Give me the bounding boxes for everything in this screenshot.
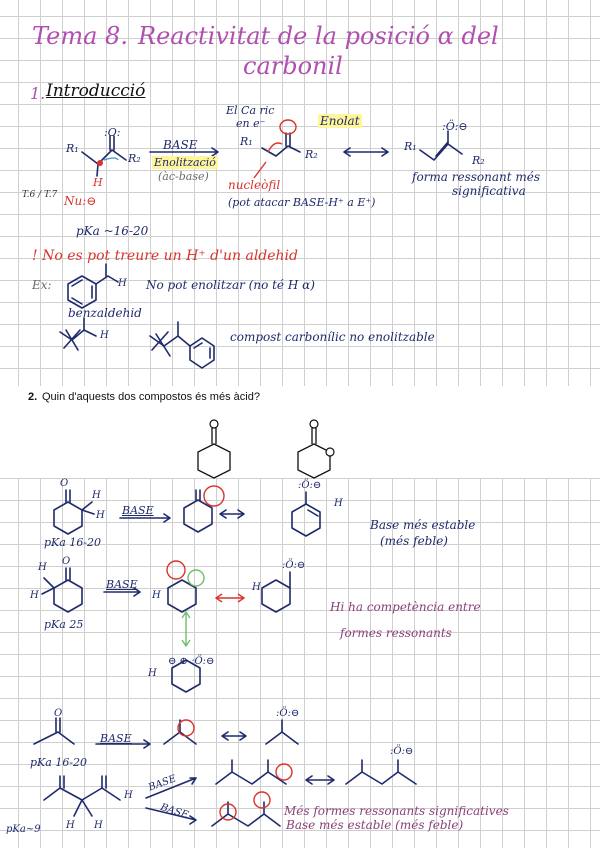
nucleofil-label: nucleòfil: [228, 178, 281, 192]
row2-formes: formes ressonants: [340, 626, 452, 640]
row2-enol-h: H: [252, 582, 261, 593]
nu-label: Nu:⊖: [64, 194, 97, 208]
question-text: Quin d'aquests dos compostos és més àcid?: [42, 391, 260, 403]
title-prefix: Tema 8.: [32, 22, 128, 50]
ex-label: Ex:: [32, 278, 52, 292]
row1-mes-feble: (més feble): [380, 534, 448, 548]
row4-pka: pKa~9: [6, 824, 41, 835]
row2-enol-oxygen: :Ö:⊖: [282, 560, 306, 571]
row4-skeleton: [44, 788, 120, 800]
row1-base-estable: Base més estable: [370, 518, 476, 532]
row4-product3: [212, 814, 280, 826]
tbutyl-h: H: [100, 330, 109, 341]
row1-base: BASE: [122, 504, 154, 517]
row4-product1-o: [232, 760, 268, 772]
section1-number: 1.: [30, 84, 46, 103]
row4-resonance: [306, 776, 334, 784]
note-ca-ric: El Ca ric: [226, 104, 275, 117]
r2-mid: R₂: [305, 148, 318, 161]
r1-right: R₁: [404, 140, 417, 153]
row2-competencia: Hi ha competència entre: [330, 600, 481, 614]
title-line2: carbonil: [243, 52, 343, 80]
significativa: significativa: [452, 184, 526, 198]
forma-ressonant: forma ressonant més: [412, 170, 541, 184]
row1-enol-h: H: [334, 498, 343, 509]
row1-o: O: [60, 478, 69, 489]
o-left: :O:: [104, 126, 121, 139]
r2-left: R₂: [128, 152, 141, 165]
question-number: 2.: [28, 391, 38, 403]
row1-h2: H: [96, 510, 105, 521]
row3-o: O: [54, 708, 63, 719]
benzaldehyde-h: H: [118, 278, 127, 289]
title-line1: Reactivitat de la posició α del: [138, 22, 499, 50]
row2-h-left: H: [152, 590, 161, 601]
row4-product2-o: [362, 760, 398, 772]
t-labels: T.6 / T.7: [22, 190, 58, 200]
row1-enol-oxygen: :Ö:⊖: [298, 480, 322, 491]
compost-label: compost carbonílic no enolitzable: [230, 330, 435, 344]
row4-base-estable: Base més estable (més feble): [286, 818, 464, 832]
row4-h3: H: [124, 790, 133, 801]
enolat-highlight: Enolat: [320, 114, 360, 128]
row3-pka: pKa 16-20: [30, 756, 88, 769]
benzaldehid-label: benzaldehid: [68, 306, 142, 320]
row4-product2: [346, 772, 416, 784]
base-label: BASE: [163, 138, 198, 152]
row4-oxygen: :Ö:⊖: [390, 746, 414, 757]
row4-red-circle1: [276, 764, 292, 780]
row1-pka: pKa 16-20: [44, 536, 102, 549]
pka-label: pKa ~16-20: [76, 224, 149, 238]
section1-heading: Introducció: [46, 81, 146, 101]
r1-left: R₁: [66, 142, 79, 155]
row4-hh: [74, 800, 92, 816]
row4-h1: H: [66, 820, 75, 831]
row4-base2: BASE: [159, 801, 190, 822]
row3-enol-oxygen: :Ö:⊖: [276, 708, 300, 719]
row2-h2: H: [30, 590, 39, 601]
row2-h1: H: [38, 562, 47, 573]
row4-co1: [60, 776, 64, 788]
warning-text: ! No es pot treure un H⁺ d'un aldehid: [32, 248, 298, 264]
o-right: :Ö:⊖: [442, 120, 468, 133]
row2-base: BASE: [106, 578, 138, 591]
row4-red-circle3: [254, 792, 270, 808]
note-en-e: en e⁻: [236, 117, 266, 130]
no-enolitzar: No pot enolitzar (no té H α): [146, 278, 315, 292]
row2-lower-charges: ⊖ ⊕ :Ö:⊖: [168, 656, 215, 667]
r1-mid: R₁: [240, 135, 253, 148]
row4-mes-formes: Més formes ressonants significatives: [284, 804, 509, 818]
row2-lower-h: H: [148, 668, 157, 679]
row1-h1: H: [92, 490, 101, 501]
row3-base: BASE: [100, 732, 132, 745]
row4-h2: H: [94, 820, 103, 831]
row2-pka: pKa 25: [44, 618, 84, 631]
ac-base-label: (àc-base): [158, 170, 209, 183]
row4-co2: [102, 776, 106, 788]
row4-base1: BASE: [146, 773, 178, 794]
row2-o: O: [62, 556, 71, 567]
enolitzacio-highlight: Enolització: [154, 156, 216, 169]
r2-right: R₂: [472, 154, 485, 167]
pot-atacar-label: (pot atacar BASE-H⁺ a E⁺): [228, 196, 376, 209]
h-alpha: H: [93, 176, 103, 189]
